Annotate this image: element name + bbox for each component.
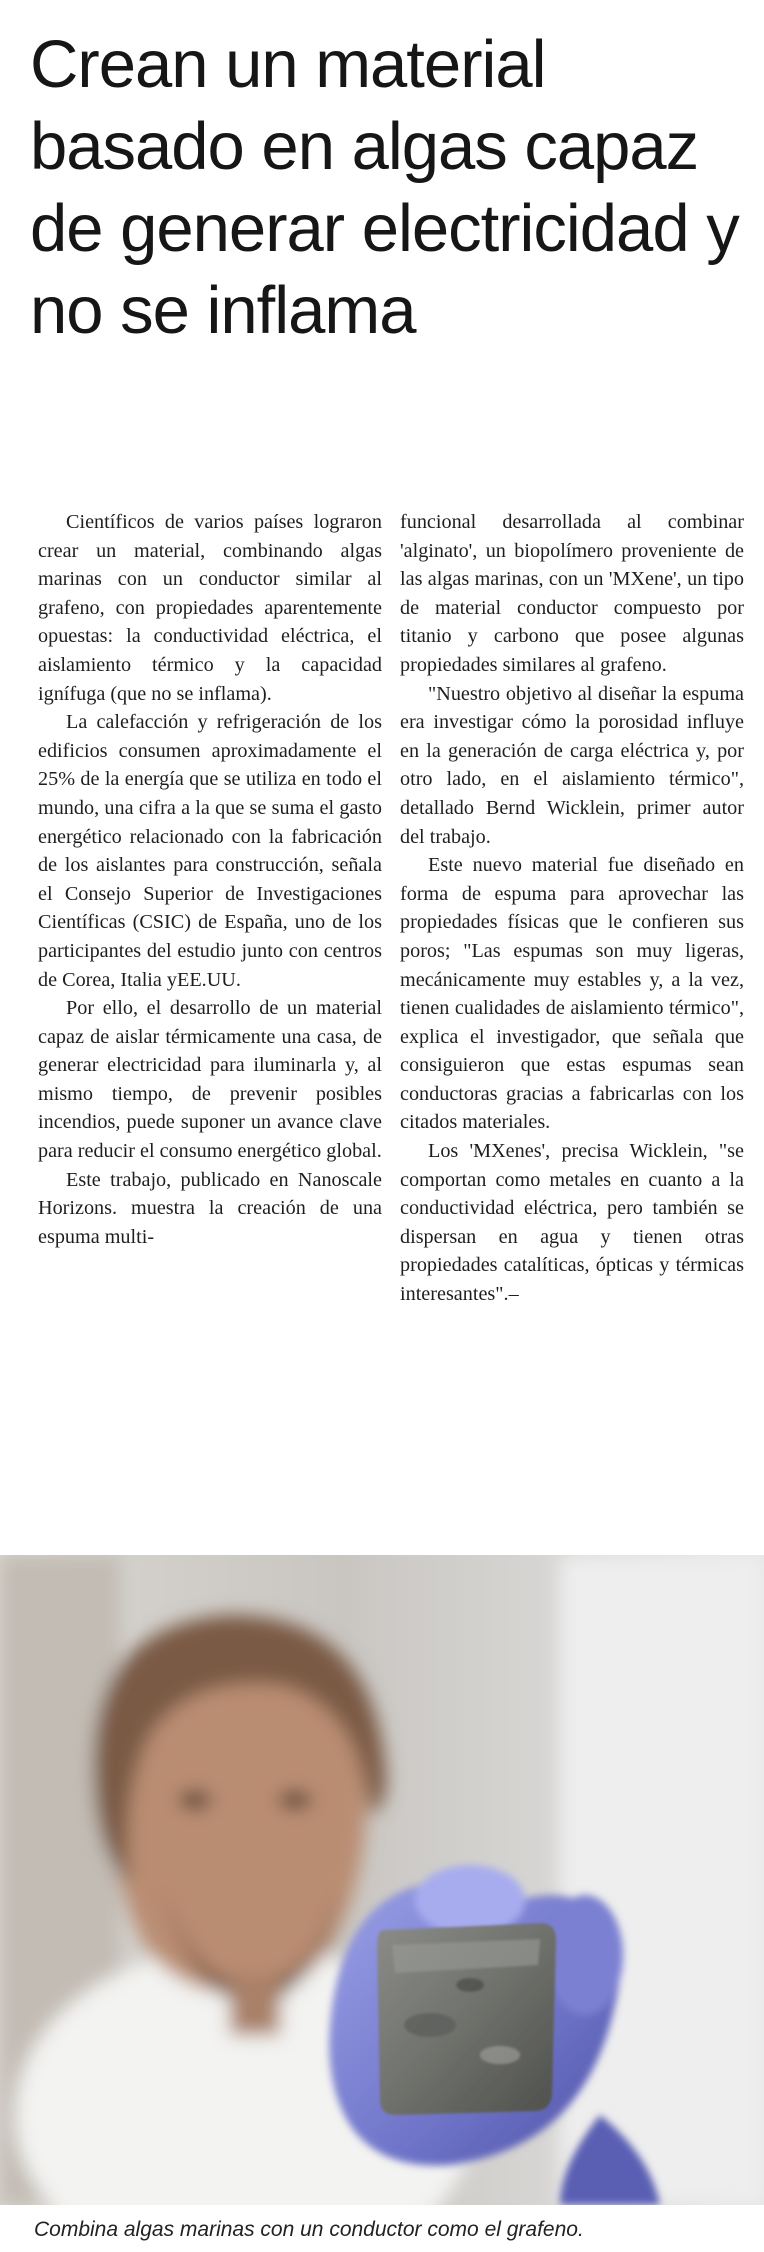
- article-body: [38, 508, 744, 1538]
- headline: Crean un material basado en algas capaz de generar electricidad y no se inflama: [30, 27, 739, 348]
- paragraph: Científicos de varios países lograron crear un material, combinando algas marinas con un conductor similar al grafeno, con propiedades aparentemente opuestas: la conductividad eléctrica, el aislamiento térmico y la capacidad ignífuga (que no se inflama).: [38, 511, 382, 705]
- article-column-left: [38, 508, 382, 1538]
- paragraph: Los 'MXenes', precisa Wicklein, "se comportan como metales en cuanto a la conductividad eléctrica, pero también se dispersan en agua y tienen otras propiedades catalíticas, ópticas y térmicas interesantes".–: [400, 1140, 744, 1306]
- article-photo: [0, 1555, 764, 2205]
- article-column-right: [400, 508, 744, 1538]
- paragraph: "Nuestro objetivo al diseñar la espuma era investigar cómo la porosidad influye en la generación de carga eléctrica y, por otro lado, en el aislamiento térmico", detallado Bernd Wicklein, primer autor del trabajo.: [400, 682, 744, 848]
- paragraph: Este nuevo material fue diseñado en forma de espuma para aprovechar las propiedades físicas que le confieren sus poros; "Las espumas son muy ligeras, mecánicamente muy estables y, a la vez, tienen cualidades de aislamiento térmico", explica el investigador, que señala que consiguieron que estas espumas sean conductoras gracias a fabricarlas con los citados materiales.: [400, 854, 744, 1134]
- paragraph: Por ello, el desarrollo de un material capaz de aislar térmicamente una casa, de generar electricidad para iluminarla y, al mismo tiempo, de prevenir posibles incendios, puede suponer un avance clave para reducir el consumo energético global.: [38, 997, 382, 1163]
- paragraph: La calefacción y refrigeración de los edificios consumen aproximadamente el 25% de la energía que se utiliza en todo el mundo, una cifra a la que se suma el gasto energético relacionado con la fabricación de los aislantes para construcción, señala el Consejo Superior de Investigaciones Científicas (CSIC) de España, uno de los participantes del estudio junto con centros de Corea, Italia yEE.UU.: [38, 711, 382, 991]
- researcher-photo-illustration: [0, 1555, 764, 2205]
- paragraph: funcional desarrollada al combinar 'alginato', un biopolímero proveniente de las algas marinas, con un 'MXene', un tipo de material conductor compuesto por titanio y carbono que posee algunas propiedades similares al grafeno.: [400, 511, 744, 676]
- photo-caption: Combina algas marinas con un conductor como el grafeno.: [34, 2218, 584, 2241]
- paragraph: Este trabajo, publicado en Nanoscale Horizons. muestra la creación de una espuma multi-: [38, 1168, 382, 1248]
